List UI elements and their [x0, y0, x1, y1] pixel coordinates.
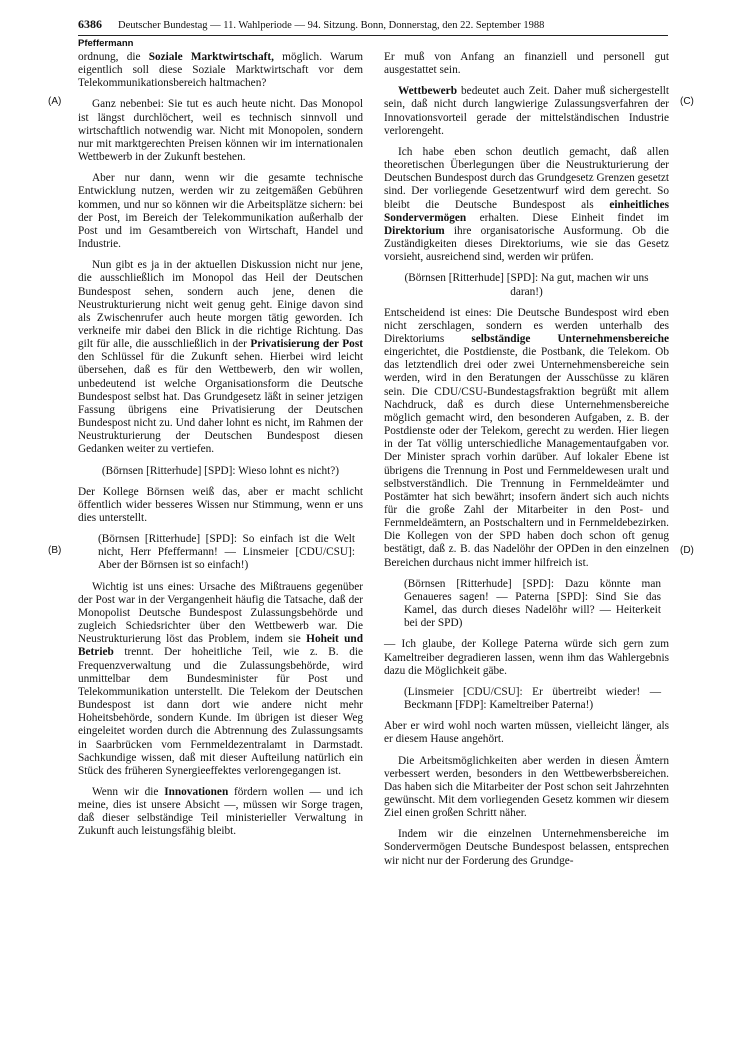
paragraph: ordnung, die Soziale Marktwirtschaft, möglich. Warum eigentlich soll diese Soziale Marktwirtschaft vor dem Telekommunikationsbereich haltmachen? [78, 51, 363, 90]
paragraph: Wenn wir die Innovationen fördern wollen — und ich meine, dies ist unsere Absicht —, müssen wir Sorge tragen, daß dieser selbständige Teil ministerieller Verwaltung in Zukunft auch leistungsfähig bleibt. [78, 785, 364, 838]
paragraph: Entscheidend ist eines: Die Deutsche Bundespost wird eben nicht zerschlagen, sondern es werden unterhalb des Direktoriums selbständige Unternehmensbereiche eingerichtet, die Postdienste, die Postbank, die Telekom. Ob das letztendlich drei oder zwei Unternehmensbereiche sein werden, wird in den Beratungen der Ausschüsse zu klären sein. Die CDU/CSU-Bundestagsfraktion begrüßt mit allem Nachdruck, daß es durch diese Unternehmensbereiche möglich gemacht wird, den besonderen Aufgaben, z. B. der Postdienste oder der Telekom, gerecht zu werden. Hier liegen in der Tat völlig unterschiedliche Managementaufgaben vor. Der Minister sprach vorhin darüber. Auf lokaler Ebene ist übrigens die Trennung in Post und Fernmeldewesen uralt und selbstverständlich. Die Trennung in Fernmeldeämter und Postämter hat sich bewährt; insofern ändert sich auch nichts für die große Zahl der Mitarbeiter in den Post- und Fernmeldeämtern, an Postschaltern und in Fernmeldebezirken. Die Kollegen von der SPD haben doch schon oft genug bestätigt, daß z. B. das Nadelöhr der OPDen in den einzelnen Bereichen durchaus nicht immer hilfreich ist. [384, 306, 669, 569]
margin-marker-d: (D) [680, 545, 694, 556]
paragraph: Ich habe eben schon deutlich gemacht, daß allen theoretischen Überlegungen über die Neustrukturierung der Deutschen Bundespost durch das Grundgesetz Grenzen gesetzt sind. Der vorliegende Gesetzentwurf wird dem gerecht. So bleibt die Deutsche Bundespost als einheitliches Sondervermögen erhalten. Diese Einheit findet im Direktorium ihre organisatorische Ausformung. Ob die Zuständigkeiten dieses Direktoriums, wie sie das Gesetz vorsieht, ausreichend sind, werden wir prüfen. [384, 145, 669, 264]
paragraph: Wichtig ist uns eines: Ursache des Mißtrauens gegenüber der Post war in der Vergangenheit häufig die Tatsache, daß der Monopolist Deutsche Bundespost Zulassungsbehörde und zugleich Schiedsrichter über den Wettbewerb war. Die Neustrukturierung löst das Problem, indem sie Hoheit und Betrieb trennt. Der hoheitliche Teil, wie z. B. die Frequenzverwaltung und die Zulassungsbehörde, wird unmittelbar dem Bundesminister für Post und Telekommunikation unterstellt. Die Telekom der Deutschen Bundespost ist dann dort wie andere nicht mehr Hoheitsbehörde, sondern Kunde. Im übrigen ist dieser Weg eingeleitet worden durch die Abtrennung des Zulassungsamts in Saarbrücken vom Fernmeldezentralamt in Darmstadt. Sachkundige wissen, daß mit dieser Aufteilung natürlich ein Stück des früheren Synergieeffektes verlorengegangen ist. [78, 580, 363, 777]
paragraph: — Ich glaube, der Kollege Paterna würde sich gern zum Kameltreiber degradieren lassen, wenn ihm das Wahlergebnis dazu die Möglichkeit gäbe. [384, 638, 669, 677]
page-header [78, 17, 668, 32]
interjection: (Börnsen [Ritterhude] [SPD]: Na gut, machen wir uns daran!) [404, 272, 649, 298]
header-rule [78, 35, 668, 36]
paragraph: Aber er wird wohl noch warten müssen, vielleicht länger, als er diesem Hause angehört. [384, 720, 669, 746]
paragraph: Wettbewerb bedeutet auch Zeit. Daher muß sichergestellt sein, daß nicht durch langwierige Zulassungsverfahren der Innovationsvorteil gerade der mittelständischen Industrie verlorengeht. [384, 85, 669, 137]
left-column [78, 51, 363, 847]
interjection: (Börnsen [Ritterhude] [SPD]: Wieso lohnt es nicht?) [101, 464, 340, 477]
margin-marker-b: (B) [48, 545, 62, 556]
paragraph: Nun gibt es ja in der aktuellen Diskussion nicht nur jene, die ausschließlich im Monopol das Heil der Deutschen Bundespost sehen, sondern auch jene, denen die Neustrukturierung nicht weit genug geht. Einige davon sind als Zwischenrufer auch heute morgen tätig geworden. Ich verkneife mir dabei den Blick in die richtige Richtung. Das gilt für alle, die ausschließlich in der Privatisierung der Post den Schlüssel für die Zukunft sehen. Hierbei wird leicht übersehen, daß es für den Wettbewerb, den wir wollen, unbedeutend ist welche Organisationsform die Deutsche Bundespost selbst hat. Das Grundgesetz läßt in seiner jetzigen Fassung übrigens eine Privatisierung der Deutschen Bundespost nicht zu. Und daher lohnt es nicht, im Rahmen der Neustrukturierung der Deutschen Bundespost diesen Gedanken weiter zu vertiefen. [78, 259, 363, 456]
header-title: Deutscher Bundestag — 11. Wahlperiode — 94. Sitzung. Bonn, Donnerstag, den 22. September 1988 [118, 20, 545, 31]
paragraph: Ganz nebenbei: Sie tut es auch heute nicht. Das Monopol ist längst durchlöchert, weil es technisch sinnvoll und wirtschaftlich notwendig war. Nicht mit Monopolen, sondern nur mit marktgerechten Preisen können wir im internationalen Wettbewerb in der Zukunft bestehen. [78, 98, 363, 164]
page-number: 6386 [78, 17, 102, 31]
interjection: (Linsmeier [CDU/CSU]: Er übertreibt wieder! — Beckmann [FDP]: Kameltreiber Paterna!) [404, 685, 661, 712]
right-column [384, 51, 669, 876]
margin-marker-a: (A) [48, 96, 62, 107]
interjection: (Börnsen [Ritterhude] [SPD]: So einfach ist die Welt nicht, Herr Pfeffermann! — Linsmeier [CDU/CSU]: Aber der Börnsen ist so einfach!) [98, 533, 355, 572]
margin-marker-c: (C) [680, 96, 694, 107]
speaker-name: Pfeffermann [78, 38, 134, 49]
paragraph: Der Kollege Börnsen weiß das, aber er macht schlicht öffentlich wider besseres Wissen nur Stimmung, wenn er uns dies unterstellt. [78, 485, 363, 524]
paragraph: Aber nur dann, wenn wir die gesamte technische Entwicklung nutzen, werden wir zu zeitgemäßen Gebühren kommen, und nur so können wir die Arbeitsplätze sichern: bei der Post, im Bereich der Telekommunikation außerhalb der Post und im Gesamtbereich von Wirtschaft, Handel und Industrie. [78, 172, 363, 251]
paragraph: Er muß von Anfang an finanziell und personell gut ausgestattet sein. [384, 51, 669, 77]
interjection: (Börnsen [Ritterhude] [SPD]: Dazu könnte man Genaueres sagen! — Paterna [SPD]: Sind Sie das Kamel, das durch dieses Nadelöhr will? — Heiterkeit bei der SPD) [404, 577, 661, 630]
paragraph: Indem wir die einzelnen Unternehmensbereiche im Sondervermögen Deutsche Bundespost belassen, entsprechen wir nicht nur der Forderung des Grundge- [384, 828, 669, 867]
paragraph: Die Arbeitsmöglichkeiten aber werden in diesen Ämtern verbessert werden, besonders in den Wettbewerbsbereichen. Das haben sich die Mitarbeiter der Post schon seit Jahrzehnten gewünscht. Mit dem vorliegenden Gesetz kommen wir diesem Ziel einen großen Schritt näher. [384, 754, 669, 820]
